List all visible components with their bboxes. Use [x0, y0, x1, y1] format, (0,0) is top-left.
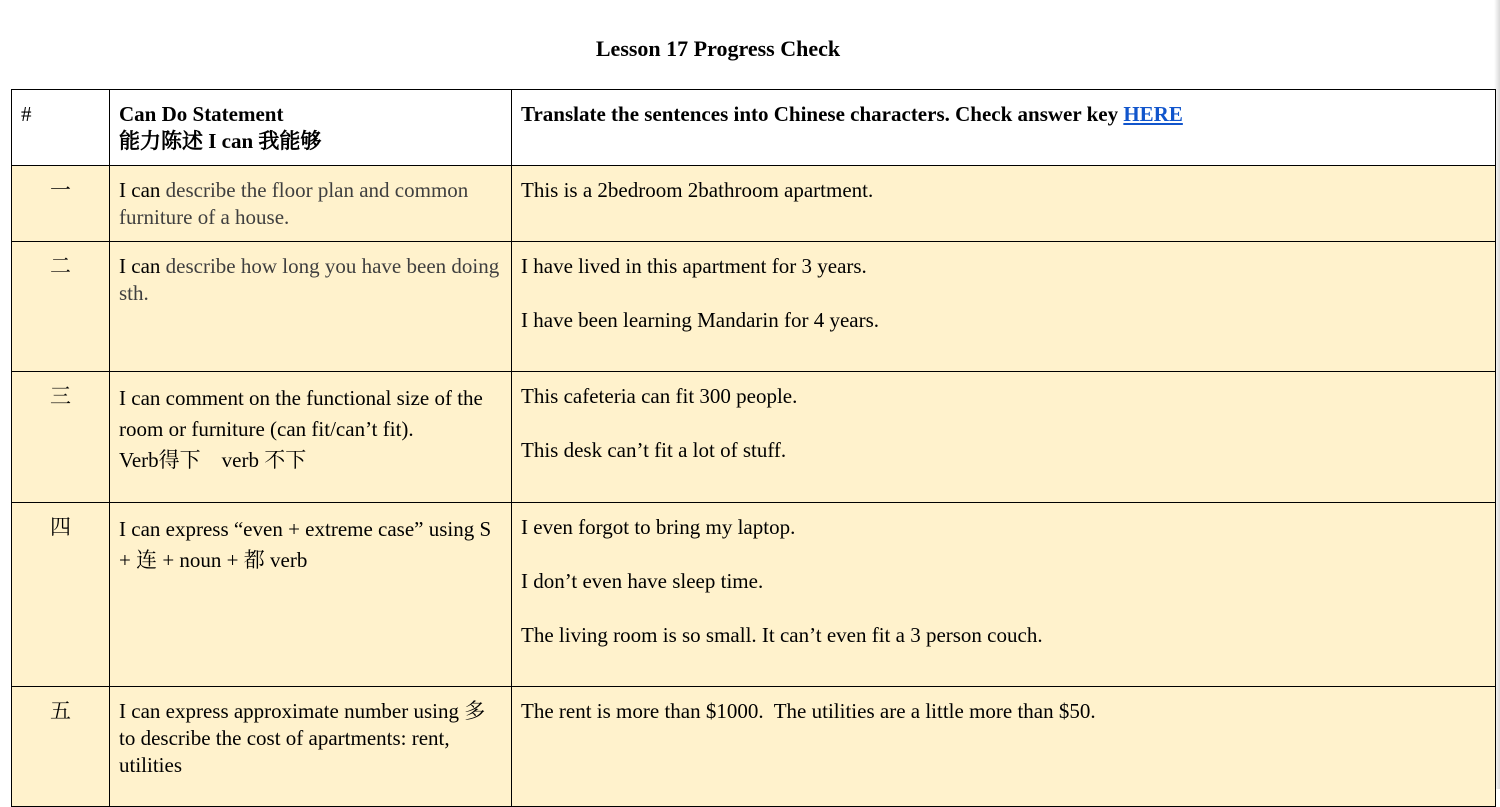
sentence: The rent is more than $1000. The utilities are a little more than $50. [521, 699, 1096, 723]
header-can-do-statement [110, 90, 512, 166]
translation-sentences [512, 242, 1496, 372]
table-header-row [12, 90, 1496, 166]
sentence: I don’t even have sleep time. [521, 569, 764, 593]
header-statement-line1: Can Do Statement [119, 102, 284, 126]
statement-detail: describe the floor plan and common furniture of a house. [119, 178, 469, 229]
sentence: I have lived in this apartment for 3 years. [521, 254, 867, 278]
row-number: 四 [12, 503, 110, 687]
page-title: Lesson 17 Progress Check [595, 36, 841, 61]
can-do-statement: I can express approximate number using 多 to describe the cost of apartments: rent, utilities [110, 687, 512, 807]
sentence: This cafeteria can fit 300 people. [521, 384, 798, 408]
header-statement-line2: 能力陈述 I can 我能够 [119, 129, 322, 153]
progress-check-table [11, 89, 1496, 807]
statement-lead: I can [119, 254, 161, 278]
header-translate [512, 90, 1496, 166]
row-number: 三 [12, 372, 110, 503]
header-translate-text: Translate the sentences into Chinese characters. Check answer key [521, 102, 1119, 126]
can-do-statement [110, 242, 512, 372]
sentence: I even forgot to bring my laptop. [521, 515, 796, 539]
table-row [12, 242, 1496, 372]
statement-lead: I can [119, 178, 161, 202]
table-row [12, 166, 1496, 242]
row-number: 五 [12, 687, 110, 807]
header-number: # [12, 90, 110, 166]
statement-detail: describe how long you have been doing sth. [119, 254, 500, 305]
sentence: The living room is so small. It can’t even fit a 3 person couch. [521, 623, 1043, 647]
table-row [12, 372, 1496, 503]
answer-key-link[interactable]: HERE [1123, 102, 1183, 126]
translation-sentences [512, 503, 1496, 687]
table-row [12, 503, 1496, 687]
can-do-statement [110, 372, 512, 503]
can-do-statement: I can express “even + extreme case” using S + 连 + noun + 都 verb [110, 503, 512, 687]
row-number: 二 [12, 242, 110, 372]
row-number: 一 [12, 166, 110, 242]
translation-sentences [512, 372, 1496, 503]
statement-pattern: Verb得下 verb 不下 [119, 448, 307, 472]
can-do-statement [110, 166, 512, 242]
sentence: This is a 2bedroom 2bathroom apartment. [521, 178, 874, 202]
sentence: This desk can’t fit a lot of stuff. [521, 438, 787, 462]
statement-lead: I can comment on the functional size of the room or furniture (can fit/can’t fit). [119, 386, 483, 441]
translation-sentences [512, 166, 1496, 242]
sentence: I have been learning Mandarin for 4 years. [521, 308, 880, 332]
